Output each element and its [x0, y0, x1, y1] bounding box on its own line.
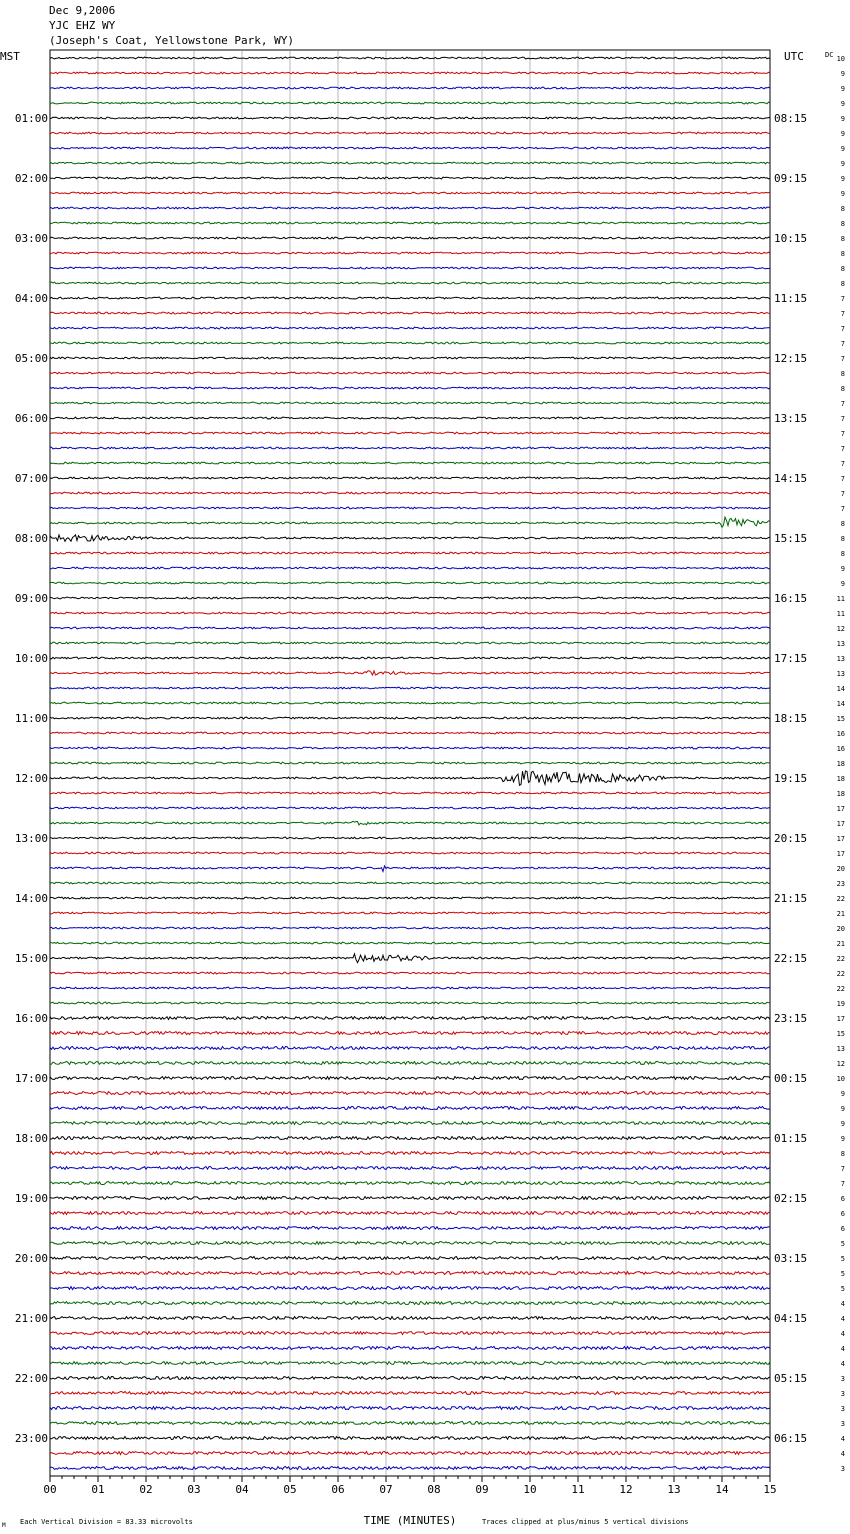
dc-value: 5 — [840, 1270, 845, 1278]
right-hour-label: 13:15 — [774, 412, 808, 425]
dc-value: 13 — [836, 640, 845, 648]
left-hour-label: 01:00 — [14, 112, 48, 125]
dc-value: 17 — [836, 835, 845, 843]
dc-value: 9 — [840, 565, 845, 573]
dc-value: 4 — [840, 1435, 845, 1443]
trace-25 — [50, 432, 770, 434]
trace-20 — [50, 357, 770, 359]
trace-71 — [50, 1122, 770, 1125]
trace-10 — [50, 207, 770, 209]
left-hour-label: 08:00 — [14, 532, 48, 545]
trace-22 — [50, 387, 770, 389]
dc-value: 22 — [836, 970, 845, 978]
trace-38 — [50, 627, 770, 629]
trace-84 — [50, 1317, 770, 1320]
trace-69 — [50, 1092, 770, 1095]
right-hour-label: 22:15 — [774, 952, 808, 965]
dc-value: 22 — [836, 985, 845, 993]
dc-value: 8 — [840, 220, 845, 228]
trace-15 — [50, 282, 770, 284]
corner-mark: M — [2, 1522, 6, 1529]
header-location: (Joseph's Coat, Yellowstone Park, WY) — [49, 34, 295, 47]
x-tick-label: 07 — [379, 1483, 393, 1496]
trace-66 — [50, 1047, 770, 1050]
footer-clip-note: Traces clipped at plus/minus 5 vertical divisions — [482, 1518, 689, 1526]
dc-value: 7 — [840, 415, 845, 423]
x-tick-label: 02 — [139, 1483, 153, 1496]
dc-value: 14 — [836, 700, 845, 708]
dc-value: 9 — [840, 190, 845, 198]
dc-value: 8 — [840, 235, 845, 243]
dc-value: 20 — [836, 865, 845, 873]
dc-value: 16 — [836, 730, 845, 738]
trace-89 — [50, 1392, 770, 1395]
x-tick-label: 03 — [187, 1483, 201, 1496]
right-hour-label: 09:15 — [774, 172, 808, 185]
trace-73 — [50, 1152, 770, 1155]
dc-value: 4 — [840, 1345, 845, 1353]
trace-23 — [50, 402, 770, 404]
trace-91 — [50, 1422, 770, 1425]
left-timezone-label: MST — [0, 50, 20, 63]
right-hour-label: 17:15 — [774, 652, 808, 665]
dc-value: 18 — [836, 775, 845, 783]
right-hour-label: 23:15 — [774, 1012, 808, 1025]
trace-72 — [50, 1137, 770, 1140]
dc-value: 17 — [836, 850, 845, 858]
dc-value: 8 — [840, 550, 845, 558]
dc-value: 7 — [840, 1180, 845, 1188]
right-hour-label: 04:15 — [774, 1312, 808, 1325]
dc-value: 15 — [836, 1030, 845, 1038]
trace-77 — [50, 1212, 770, 1215]
trace-56 — [50, 897, 770, 899]
trace-17 — [50, 312, 770, 314]
dc-value: 8 — [840, 250, 845, 258]
x-tick-label: 13 — [667, 1483, 681, 1496]
dc-value: 22 — [836, 895, 845, 903]
x-tick-label: 09 — [475, 1483, 489, 1496]
left-hour-label: 14:00 — [14, 892, 48, 905]
left-hour-label: 16:00 — [14, 1012, 48, 1025]
left-hour-label: 07:00 — [14, 472, 48, 485]
left-hour-label: 17:00 — [14, 1072, 48, 1085]
dc-value: 3 — [840, 1465, 845, 1473]
dc-value: 8 — [840, 1150, 845, 1158]
trace-82 — [50, 1287, 770, 1290]
trace-3 — [50, 102, 770, 104]
dc-value: 17 — [836, 1015, 845, 1023]
x-tick-label: 12 — [619, 1483, 633, 1496]
dc-value: 9 — [840, 1120, 845, 1128]
trace-14 — [50, 267, 770, 269]
trace-13 — [50, 252, 770, 254]
dc-value: 8 — [840, 520, 845, 528]
trace-4 — [50, 117, 770, 119]
dc-value: 7 — [840, 490, 845, 498]
dc-header-label: DC — [825, 51, 834, 59]
dc-value: 5 — [840, 1240, 845, 1248]
trace-64 — [50, 1017, 770, 1020]
dc-value: 13 — [836, 1045, 845, 1053]
trace-68 — [50, 1077, 770, 1080]
right-hour-label: 15:15 — [774, 532, 808, 545]
dc-value: 5 — [840, 1255, 845, 1263]
dc-value: 9 — [840, 1090, 845, 1098]
dc-value: 9 — [840, 145, 845, 153]
trace-93 — [50, 1452, 770, 1455]
dc-value: 7 — [840, 400, 845, 408]
trace-53 — [50, 852, 770, 854]
dc-value: 10 — [836, 1075, 845, 1083]
trace-81 — [50, 1272, 770, 1275]
dc-value: 5 — [840, 1285, 845, 1293]
dc-value: 8 — [840, 280, 845, 288]
left-hour-label: 18:00 — [14, 1132, 48, 1145]
trace-40 — [50, 657, 770, 659]
dc-value: 7 — [840, 355, 845, 363]
trace-83 — [50, 1302, 770, 1305]
right-hour-label: 12:15 — [774, 352, 808, 365]
dc-value: 16 — [836, 745, 845, 753]
trace-45 — [50, 732, 770, 734]
trace-92 — [50, 1437, 770, 1440]
dc-value: 9 — [840, 100, 845, 108]
trace-5 — [50, 132, 770, 134]
right-hour-label: 20:15 — [774, 832, 808, 845]
dc-value: 7 — [840, 445, 845, 453]
trace-62 — [50, 987, 770, 989]
x-tick-label: 01 — [91, 1483, 105, 1496]
trace-67 — [50, 1062, 770, 1065]
dc-value: 7 — [840, 475, 845, 483]
dc-value: 6 — [840, 1195, 845, 1203]
dc-value: 7 — [840, 1165, 845, 1173]
right-hour-label: 19:15 — [774, 772, 808, 785]
right-hour-label: 05:15 — [774, 1372, 808, 1385]
dc-value: 23 — [836, 880, 845, 888]
trace-57 — [50, 912, 770, 914]
trace-21 — [50, 372, 770, 374]
trace-37 — [50, 612, 770, 614]
x-tick-label: 00 — [43, 1483, 57, 1496]
dc-value: 8 — [840, 385, 845, 393]
trace-59 — [50, 942, 770, 944]
dc-value: 9 — [840, 580, 845, 588]
trace-94 — [50, 1467, 770, 1470]
dc-value: 19 — [836, 1000, 845, 1008]
dc-value: 10 — [836, 55, 845, 63]
trace-51 — [50, 821, 770, 825]
right-hour-label: 08:15 — [774, 112, 808, 125]
trace-48 — [50, 771, 770, 785]
dc-value: 3 — [840, 1390, 845, 1398]
right-hour-label: 18:15 — [774, 712, 808, 725]
left-hour-label: 20:00 — [14, 1252, 48, 1265]
dc-value: 8 — [840, 265, 845, 273]
dc-value: 7 — [840, 340, 845, 348]
footer-scale-note: Each Vertical Division = 83.33 microvolts — [20, 1518, 193, 1526]
dc-value: 6 — [840, 1225, 845, 1233]
trace-35 — [50, 582, 770, 584]
dc-value: 8 — [840, 535, 845, 543]
dc-value: 12 — [836, 625, 845, 633]
trace-50 — [50, 807, 770, 809]
x-tick-label: 08 — [427, 1483, 441, 1496]
dc-value: 18 — [836, 790, 845, 798]
trace-75 — [50, 1182, 770, 1185]
x-tick-label: 04 — [235, 1483, 249, 1496]
left-hour-label: 19:00 — [14, 1192, 48, 1205]
right-hour-label: 03:15 — [774, 1252, 808, 1265]
dc-value: 4 — [840, 1300, 845, 1308]
trace-60 — [50, 954, 770, 963]
trace-11 — [50, 222, 770, 224]
trace-87 — [50, 1362, 770, 1365]
dc-value: 9 — [840, 115, 845, 123]
dc-value: 21 — [836, 940, 845, 948]
trace-74 — [50, 1167, 770, 1170]
trace-12 — [50, 237, 770, 239]
dc-value: 7 — [840, 295, 845, 303]
dc-value: 17 — [836, 820, 845, 828]
dc-value: 9 — [840, 175, 845, 183]
dc-value: 3 — [840, 1405, 845, 1413]
trace-39 — [50, 642, 770, 644]
dc-value: 6 — [840, 1210, 845, 1218]
trace-1 — [50, 72, 770, 74]
trace-86 — [50, 1347, 770, 1350]
left-hour-label: 23:00 — [14, 1432, 48, 1445]
left-hour-label: 03:00 — [14, 232, 48, 245]
right-hour-label: 02:15 — [774, 1192, 808, 1205]
dc-value: 7 — [840, 325, 845, 333]
trace-85 — [50, 1332, 770, 1335]
x-tick-label: 10 — [523, 1483, 537, 1496]
dc-value: 12 — [836, 1060, 845, 1068]
x-tick-label: 06 — [331, 1483, 345, 1496]
dc-value: 3 — [840, 1375, 845, 1383]
left-hour-label: 10:00 — [14, 652, 48, 665]
right-hour-label: 11:15 — [774, 292, 808, 305]
dc-value: 21 — [836, 910, 845, 918]
dc-value: 9 — [840, 130, 845, 138]
trace-63 — [50, 1002, 770, 1004]
trace-2 — [50, 87, 770, 89]
trace-26 — [50, 447, 770, 449]
right-hour-label: 06:15 — [774, 1432, 808, 1445]
trace-41 — [50, 671, 770, 675]
trace-79 — [50, 1242, 770, 1245]
trace-16 — [50, 297, 770, 299]
dc-value: 3 — [840, 1420, 845, 1428]
left-hour-label: 06:00 — [14, 412, 48, 425]
right-timezone-label: UTC — [784, 50, 804, 63]
trace-52 — [50, 837, 770, 839]
left-hour-label: 12:00 — [14, 772, 48, 785]
trace-78 — [50, 1227, 770, 1230]
trace-36 — [50, 597, 770, 599]
x-axis-title: TIME (MINUTES) — [363, 1514, 457, 1527]
trace-34 — [50, 567, 770, 569]
dc-value: 9 — [840, 1135, 845, 1143]
dc-value: 20 — [836, 925, 845, 933]
trace-0 — [50, 57, 770, 59]
trace-43 — [50, 702, 770, 704]
dc-value: 13 — [836, 655, 845, 663]
trace-54 — [50, 866, 770, 872]
trace-8 — [50, 177, 770, 179]
trace-70 — [50, 1107, 770, 1110]
trace-27 — [50, 462, 770, 464]
dc-value: 4 — [840, 1450, 845, 1458]
trace-31 — [50, 517, 770, 527]
x-tick-label: 05 — [283, 1483, 297, 1496]
trace-47 — [50, 762, 770, 764]
trace-33 — [50, 552, 770, 554]
trace-18 — [50, 327, 770, 329]
dc-value: 15 — [836, 715, 845, 723]
left-hour-label: 04:00 — [14, 292, 48, 305]
dc-value: 4 — [840, 1360, 845, 1368]
dc-value: 7 — [840, 430, 845, 438]
left-hour-label: 09:00 — [14, 592, 48, 605]
left-hour-label: 13:00 — [14, 832, 48, 845]
trace-42 — [50, 687, 770, 689]
trace-44 — [50, 717, 770, 719]
dc-value: 13 — [836, 670, 845, 678]
dc-value: 14 — [836, 685, 845, 693]
left-hour-label: 15:00 — [14, 952, 48, 965]
right-hour-label: 14:15 — [774, 472, 808, 485]
trace-55 — [50, 882, 770, 884]
x-tick-label: 15 — [763, 1483, 777, 1496]
trace-7 — [50, 162, 770, 164]
trace-28 — [50, 477, 770, 479]
right-hour-label: 21:15 — [774, 892, 808, 905]
right-hour-label: 16:15 — [774, 592, 808, 605]
trace-49 — [50, 792, 770, 794]
header-date: Dec 9,2006 — [49, 4, 116, 17]
dc-value: 11 — [836, 595, 845, 603]
dc-value: 9 — [840, 160, 845, 168]
trace-58 — [50, 927, 770, 929]
trace-65 — [50, 1032, 770, 1035]
dc-value: 17 — [836, 805, 845, 813]
left-hour-label: 22:00 — [14, 1372, 48, 1385]
dc-value: 4 — [840, 1315, 845, 1323]
dc-value: 9 — [840, 1105, 845, 1113]
left-hour-label: 21:00 — [14, 1312, 48, 1325]
trace-30 — [50, 507, 770, 509]
dc-value: 7 — [840, 460, 845, 468]
trace-29 — [50, 492, 770, 494]
header-station: YJC EHZ WY — [49, 19, 116, 32]
trace-88 — [50, 1377, 770, 1380]
trace-61 — [50, 972, 770, 974]
dc-value: 7 — [840, 310, 845, 318]
trace-19 — [50, 342, 770, 344]
right-hour-label: 00:15 — [774, 1072, 808, 1085]
trace-46 — [50, 747, 770, 749]
dc-value: 7 — [840, 505, 845, 513]
dc-value: 11 — [836, 610, 845, 618]
dc-value: 8 — [840, 205, 845, 213]
trace-76 — [50, 1197, 770, 1200]
left-hour-label: 05:00 — [14, 352, 48, 365]
trace-6 — [50, 147, 770, 149]
x-tick-label: 11 — [571, 1483, 585, 1496]
left-hour-label: 11:00 — [14, 712, 48, 725]
right-hour-label: 01:15 — [774, 1132, 808, 1145]
x-tick-label: 14 — [715, 1483, 729, 1496]
dc-value: 4 — [840, 1330, 845, 1338]
trace-80 — [50, 1257, 770, 1260]
left-hour-label: 02:00 — [14, 172, 48, 185]
dc-value: 22 — [836, 955, 845, 963]
trace-32 — [50, 535, 770, 541]
right-hour-label: 10:15 — [774, 232, 808, 245]
dc-value: 9 — [840, 85, 845, 93]
trace-9 — [50, 192, 770, 194]
dc-value: 18 — [836, 760, 845, 768]
dc-value: 9 — [840, 70, 845, 78]
dc-value: 8 — [840, 370, 845, 378]
trace-90 — [50, 1407, 770, 1410]
trace-24 — [50, 417, 770, 419]
